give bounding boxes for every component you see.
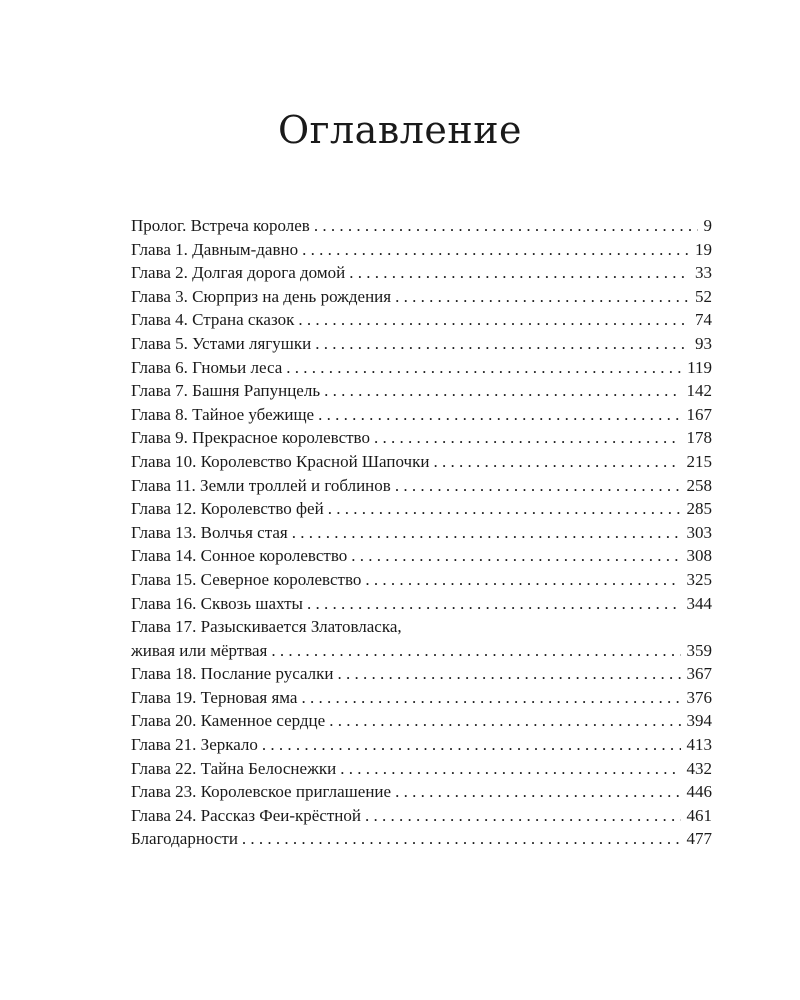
dot-leader (271, 639, 680, 663)
dot-leader (365, 568, 680, 592)
toc-entry-title: Глава 23. Королевское приглашение (131, 782, 392, 802)
toc-entry (131, 285, 712, 309)
toc-entry-title: Глава 19. Терновая яма (131, 687, 298, 707)
dot-leader (242, 827, 681, 851)
toc-entry (131, 780, 712, 804)
dot-leader (286, 356, 681, 380)
toc-entry (131, 709, 712, 733)
toc-entry-page-number: 93 (695, 333, 712, 353)
dot-leader (349, 261, 689, 285)
dot-leader (395, 285, 689, 309)
dot-leader (324, 379, 680, 403)
toc-entry-title: Глава 9. Прекрасное королевство (131, 428, 370, 448)
toc-entry-title: Глава 3. Сюрприз на день рождения (131, 286, 392, 306)
toc-entry-page-number: 376 (686, 687, 712, 707)
toc-entry-page-number: 74 (695, 310, 712, 330)
toc-entry-title: Пролог. Встреча королев (131, 216, 310, 235)
dot-leader (262, 733, 681, 757)
toc-entry (131, 757, 712, 781)
toc-entry-page-number: 119 (687, 357, 712, 377)
toc-entry-page-number: 19 (695, 239, 712, 259)
toc-entry (131, 639, 712, 663)
toc-entry-title: Глава 11. Земли троллей и гоблинов (131, 475, 391, 495)
toc-entry (131, 356, 712, 380)
toc-entry (131, 592, 712, 616)
dot-leader (395, 474, 681, 498)
toc-entry-title: Глава 21. Зеркало (131, 735, 258, 755)
toc-entry-page-number: 215 (686, 451, 712, 471)
toc-entry-page-number: 367 (686, 664, 712, 684)
toc-entry-page-number: 178 (686, 428, 712, 448)
toc-entry (131, 804, 712, 828)
dot-leader (298, 308, 689, 332)
toc-entry (131, 308, 712, 332)
toc-entry-title: Глава 13. Волчья стая (131, 522, 288, 542)
toc-entry-page-number: 52 (695, 286, 712, 306)
toc-entry-title: Глава 24. Рассказ Феи-крёстной (131, 805, 361, 825)
toc-entry (131, 261, 712, 285)
dot-leader (301, 686, 680, 710)
toc-entry-page-number: 344 (686, 593, 712, 613)
toc-entry-title: Глава 7. Башня Рапунцель (131, 381, 321, 401)
dot-leader (340, 757, 680, 781)
toc-entry-title: Глава 15. Северное королевство (131, 569, 362, 589)
toc-entry (131, 474, 712, 498)
page-title: Оглавление (277, 108, 523, 152)
toc-entry-page-number: 167 (686, 404, 712, 424)
table-of-contents (131, 214, 712, 851)
toc-entry (131, 544, 712, 568)
toc-entry-title: живая или мёртвая (131, 640, 268, 660)
dot-leader (433, 450, 680, 474)
toc-entry (131, 615, 712, 639)
toc-entry-title: Глава 10. Королевство Красной Шапочки (131, 451, 430, 471)
toc-entry-title: Глава 5. Устами лягушки (131, 333, 312, 353)
toc-entry (131, 214, 712, 238)
dot-leader (314, 214, 698, 238)
toc-entry-title: Глава 12. Королевство фей (131, 499, 324, 519)
dot-leader (328, 497, 681, 521)
toc-entry (131, 827, 712, 851)
toc-entry-page-number: 461 (686, 805, 712, 825)
toc-entry (131, 426, 712, 450)
toc-entry-page-number: 477 (686, 829, 712, 849)
toc-entry-title: Глава 18. Послание русалки (131, 664, 334, 684)
toc-entry-page-number: 308 (686, 546, 712, 566)
toc-entry (131, 403, 712, 427)
toc-entry (131, 497, 712, 521)
toc-entry-title: Глава 17. Разыскивается Златовласка, (131, 617, 402, 637)
toc-entry-page-number: 432 (686, 758, 712, 778)
toc-entry (131, 733, 712, 757)
dot-leader (329, 709, 680, 733)
toc-entry-page-number: 446 (686, 782, 712, 802)
toc-entry-page-number: 394 (686, 711, 712, 731)
toc-entry-page-number: 258 (686, 475, 712, 495)
toc-entry-page-number: 359 (686, 640, 712, 660)
toc-entry (131, 450, 712, 474)
toc-entry (131, 568, 712, 592)
toc-entry-title: Глава 2. Долгая дорога домой (131, 263, 346, 283)
toc-entry (131, 379, 712, 403)
dot-leader (307, 592, 681, 616)
toc-entry-title: Глава 20. Каменное сердце (131, 711, 326, 731)
toc-entry-title: Глава 22. Тайна Белоснежки (131, 758, 337, 778)
toc-entry-page-number: 33 (695, 263, 712, 283)
toc-entry (131, 662, 712, 686)
toc-entry-page-number: 413 (686, 735, 712, 755)
toc-entry-title: Глава 8. Тайное убежище (131, 404, 315, 424)
toc-entry (131, 332, 712, 356)
dot-leader (374, 426, 681, 450)
dot-leader (292, 521, 681, 545)
toc-entry-title: Глава 14. Сонное королевство (131, 546, 348, 566)
dot-leader (395, 780, 680, 804)
dot-leader (351, 544, 680, 568)
toc-entry-title: Глава 6. Гномьи леса (131, 357, 283, 377)
dot-leader (318, 403, 680, 427)
dot-leader (365, 804, 681, 828)
toc-entry (131, 686, 712, 710)
toc-entry-page-number: 303 (686, 522, 712, 542)
dot-leader (302, 238, 689, 262)
toc-entry (131, 521, 712, 545)
toc-entry-title: Глава 1. Давным-давно (131, 239, 299, 259)
toc-entry-title: Благодарности (131, 829, 238, 849)
toc-entry (131, 238, 712, 262)
dot-leader (338, 662, 681, 686)
toc-entry-page-number: 325 (686, 569, 712, 589)
dot-leader (315, 332, 689, 356)
toc-entry-page-number: 285 (686, 499, 712, 519)
toc-entry-page-number: 142 (686, 381, 712, 401)
toc-entry-page-number: 9 (703, 216, 712, 235)
toc-entry-title: Глава 16. Сквозь шахты (131, 593, 303, 613)
toc-entry-title: Глава 4. Страна сказок (131, 310, 295, 330)
